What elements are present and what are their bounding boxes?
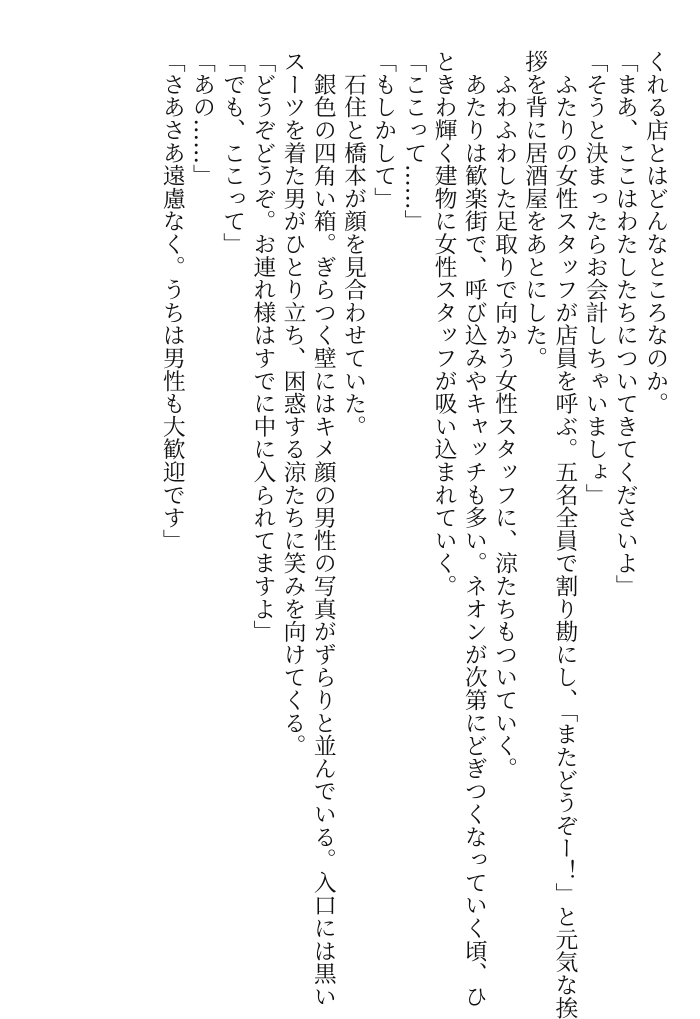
text-line: 「ここって……」 [400, 50, 427, 233]
text-line: 「そうと決まったらお会計しちゃいましょ」 [581, 50, 608, 506]
text-line: あたりは歓楽街で、呼び込みやキャッチも多い。ネオンが次第にどぎつくなっていく頃、ひ [460, 50, 487, 1008]
text-line: ふたりの女性スタッフが店員を呼ぶ。五名全員で割り勘にし、「またどうぞー！」と元気な挨 [551, 50, 578, 1019]
text-line: ふわふわした足取りで向かう女性スタッフに、涼たちもついていく。 [490, 50, 517, 780]
text-line: くれる店とはどんなところなのか。 [642, 50, 668, 415]
text-line: 銀色の四角い箱。ぎらつく壁にはキメ顔の男性の写真がずらりと並んでいる。入口には黒い [309, 50, 336, 1008]
text-line: スーツを着た男がひとり立ち、困惑する涼たちに笑みを向けてくる。 [279, 50, 306, 757]
text-line: ときわ輝く建物に女性スタッフが吸い込まれていく。 [430, 50, 457, 598]
text-line: 拶を背に居酒屋をあとにした。 [521, 50, 548, 370]
text-line: 「まあ、ここはわたしたちについてきてくださいよ」 [611, 50, 638, 598]
vertical-text-body [157, 50, 670, 1019]
text-line: 「さあさあ遠慮なく。うちは男性も大歓迎です」 [158, 50, 185, 552]
text-line: 「もしかして」 [370, 50, 397, 210]
text-line: 石住と橋本が顔を見合わせていた。 [339, 50, 366, 438]
text-line: 「どうぞどうぞ。お連れ様はすでに中に入られてますよ」 [249, 50, 276, 643]
text-line: 「あの……」 [188, 50, 215, 187]
text-line: 「でも、ここって」 [219, 50, 246, 256]
